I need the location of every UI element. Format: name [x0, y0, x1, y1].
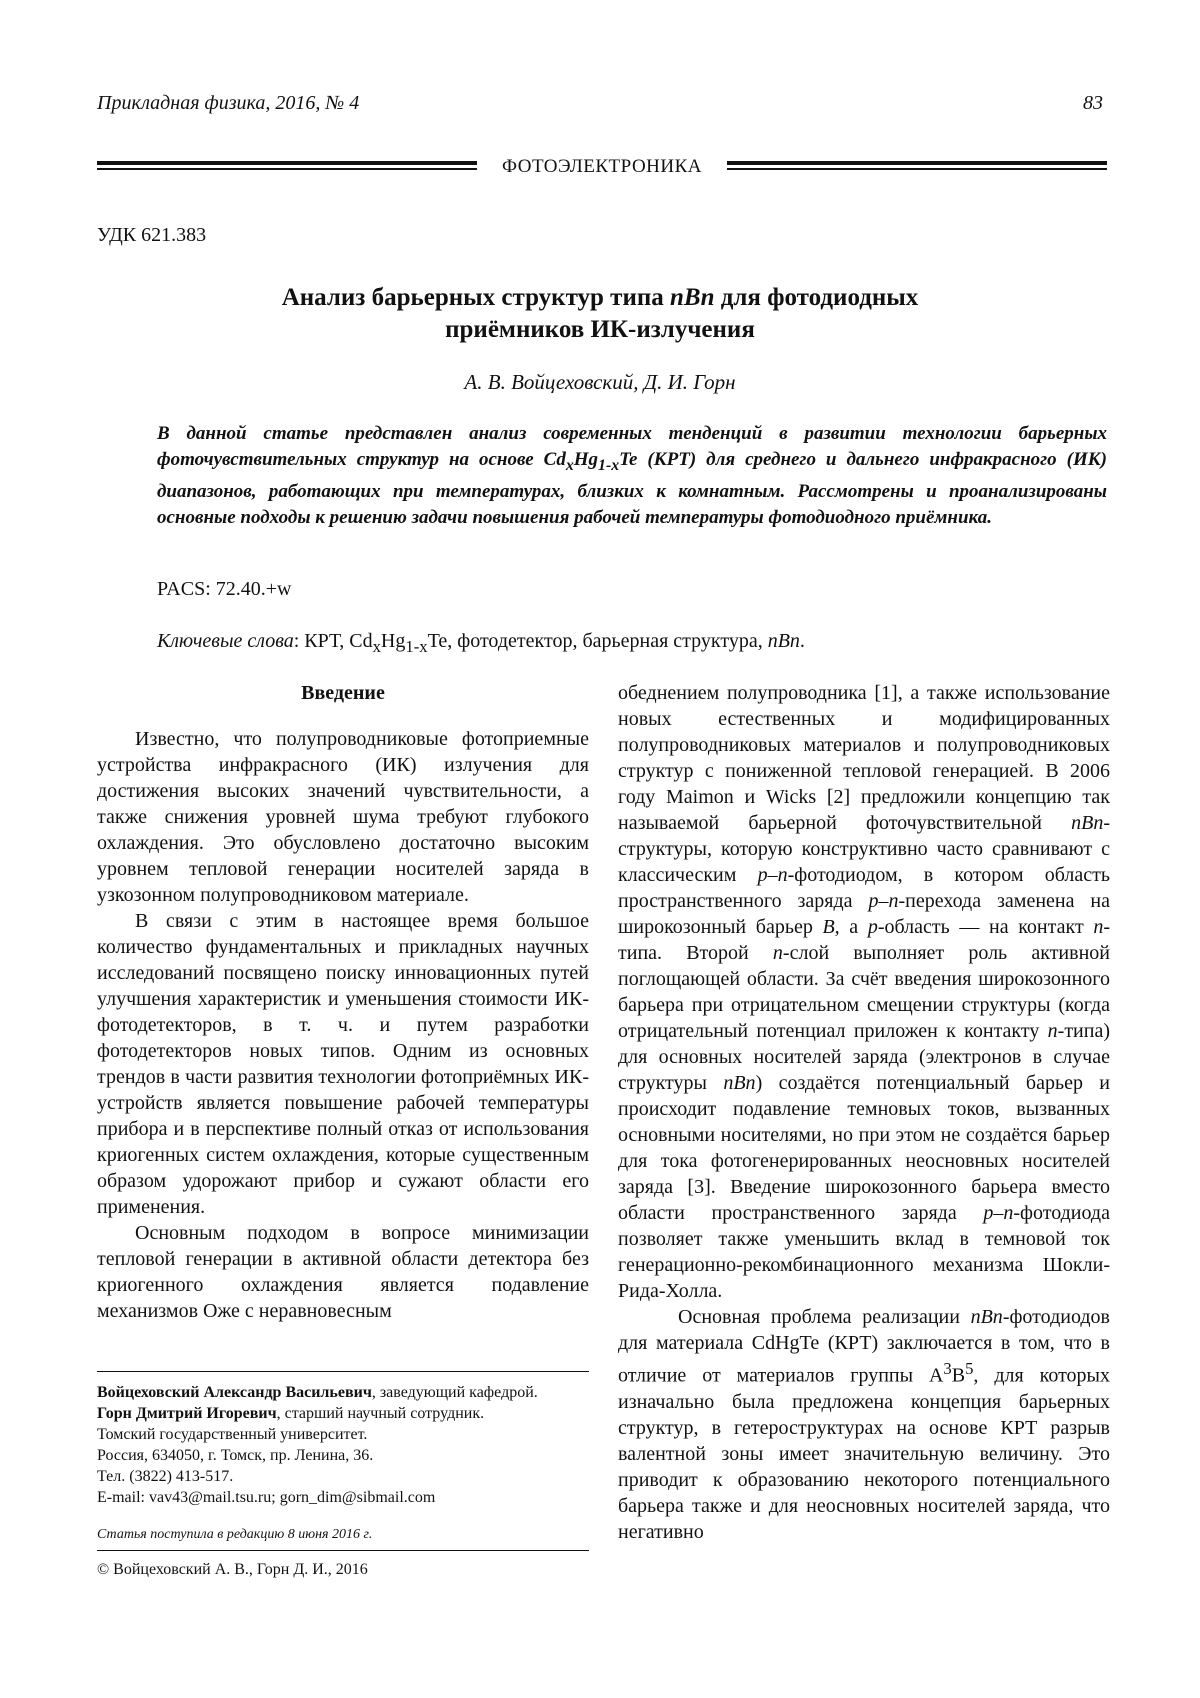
copyright: © Войцеховский А. В., Горн Д. И., 2016 — [97, 1561, 368, 1578]
keywords-text-b: Hg — [380, 630, 406, 652]
right-paragraph-2: Основная проблема реализации nBn-фотодиодов для материала CdHgTe (КРТ) заключается в том, что в отличие от материалов группы $A^3B^5$, для которых изначально была предложена концепция барьерных структур, в гетероструктурах на основе КРТ разрыв валентной зоны имеет значительную величину. Это приводит к образованию некоторого потенциального барьера также и для неосновных носителей заряда, что негативно — [618, 1306, 1110, 1543]
udk-code: УДК 621.383 — [97, 224, 207, 246]
author2-name: Горн Дмитрий Игоревич — [97, 1405, 277, 1422]
abstract-text-c: Te (КРТ) для среднего и дальнего инфракрасного (ИК) диапазонов, работающих при температурах, близких к комнатным. Рассмотрены и проанализированы основные подходы к решению задачи повышения рабочей температуры фотодиодного приёмника. — [157, 449, 1107, 528]
journal-title: Прикладная физика, 2016, № 4 — [97, 92, 360, 114]
abstract-text-a: В данной статье представлен анализ современных тенденций в развитии технологии барьерных фоточувствительных структур на основе Cd — [157, 423, 1107, 470]
title-line1-a: Анализ барьерных структур типа — [281, 284, 671, 311]
article-authors: А. В. Войцеховский, Д. И. Горн — [464, 370, 736, 394]
article-title — [150, 282, 1050, 346]
keywords-text-c: Te, фотодетектор, барьерная структура, — [427, 630, 768, 652]
keywords-nbn: nBn — [767, 630, 800, 652]
title-nbn: nBn — [670, 284, 715, 311]
title-line2: приёмников ИК-излучения — [445, 316, 755, 343]
title-line1-c: для фотодиодных — [714, 284, 919, 311]
keywords-label: Ключевые слова — [157, 630, 294, 652]
abstract — [157, 421, 1107, 531]
author1-name: Войцеховский Александр Васильевич — [97, 1384, 372, 1401]
abstract-sub-x: x — [565, 456, 574, 474]
right-column — [618, 680, 1110, 1545]
page-number: 83 — [1083, 92, 1103, 114]
author-phone: Тел. (3822) 413-517. — [97, 1468, 234, 1485]
author2-role: , старший научный сотрудник. — [276, 1405, 485, 1422]
keywords-text-d: . — [799, 630, 805, 652]
intro-paragraph-1: Известно, что полупроводниковые фотоприемные устройства инфракрасного (ИК) излучения для достижения высоких значений чувствительности, а также снижения уровней шума требуют глубокого охлаждения. Это обусловлено достаточно высоким уровнем тепловой генерации носителей заряда в узкозонном полупроводниковом материале. — [97, 728, 589, 906]
pacs-code: PACS: 72.40.+w — [157, 578, 292, 600]
author1-role: , заведующий кафедрой. — [371, 1384, 538, 1401]
left-column — [97, 680, 589, 1324]
right-paragraph-1: обеднением полупроводника [1], а также использование новых естественных и модифицированных полупроводниковых материалов и полупроводниковых структур с пониженной тепловой генерацией. В 2006 году Maimon и Wicks [2] предложили концепцию так называемой барьерной фоточувствительной nBn-структуры, которую конструктивно часто сравнивают с классическим p–n-фотодиодом, в котором область пространственного заряда p–n-перехода заменена на широкозонный барьер B, а p-область — на контакт n-типа. Второй n-слой выполняет роль активной поглощающей области. За счёт введения широкозонного барьера при отрицательном смещении структуры (когда отрицательный потенциал приложен к контакту n-типа) для основных носителей заряда (электронов в случае структуры nBn) создаётся потенциальный барьер и происходит подавление темновых токов, вызванных основными носителями, но при этом не создаётся барьер для тока фотогенерированных неосновных носителей заряда [3]. Введение широкозонного барьера вместо области пространственного заряда p–n-фотодиода позволяет также уменьшить вклад в темновой ток генерационно-рекомбинационного механизма Шокли-Рида-Холла. — [618, 682, 1111, 1302]
intro-heading: Введение — [301, 682, 385, 704]
keywords-sub-1x: 1-x — [405, 637, 428, 656]
section-rule-left — [97, 161, 477, 172]
intro-paragraph-3: Основным подходом в вопросе минимизации тепловой генерации в активной области детектора без криогенного охлаждения является подавление механизмов Оже с неравновесным — [97, 1222, 589, 1322]
received-date: Статья поступила в редакцию 8 июня 2016 г. — [97, 1527, 373, 1542]
section-rule-right — [727, 161, 1107, 172]
author-university: Томский государственный университет. — [97, 1426, 368, 1443]
abstract-sub-1x: 1-x — [598, 456, 620, 474]
keywords-sub-x: x — [372, 637, 381, 656]
author-address: Россия, 634050, г. Томск, пр. Ленина, 36. — [97, 1447, 374, 1464]
abstract-text-b: Hg — [573, 449, 599, 470]
footnote-divider — [97, 1371, 589, 1372]
author-footnote — [97, 1382, 589, 1508]
copyright-divider — [97, 1550, 589, 1551]
author-email: E-mail: vav43@mail.tsu.ru; gorn_dim@sibmail.com — [97, 1489, 436, 1506]
intro-paragraph-2: В связи с этим в настоящее время большое количество фундаментальных и прикладных научных исследований посвящено поиску инновационных путей улучшения характеристик и уменьшения стоимости ИК-фотодетекторов, в т. ч. и путем разработки фотодетекторов новых типов. Одним из основных трендов в части развития технологии фотоприёмных ИК-устройств является повышение рабочей температуры прибора и в перспективе полный отказ от использования криогенных систем охлаждения, которые существенным образом удорожают прибор и сужают области его применения. — [97, 910, 589, 1218]
section-heading: ФОТОЭЛЕКТРОНИКА — [501, 156, 702, 177]
keywords — [157, 630, 805, 657]
keywords-text-a: : КРТ, Cd — [293, 630, 373, 652]
